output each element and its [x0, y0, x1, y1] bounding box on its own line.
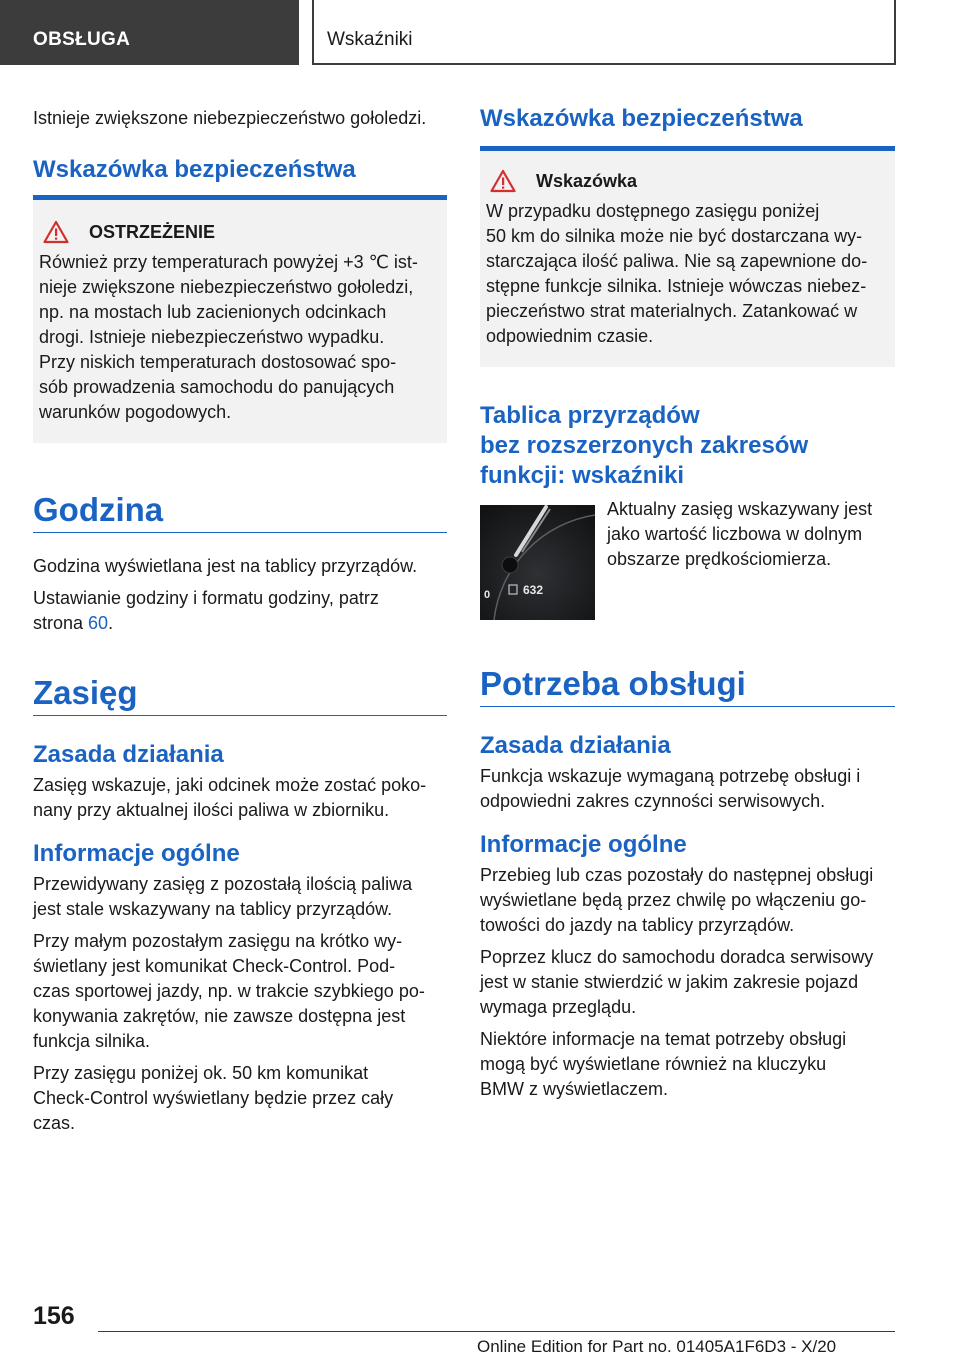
note-box: [480, 151, 895, 367]
note-line: odpowiednim czasie.: [486, 326, 654, 346]
service-general-line: jest w stanie stwierdzić w jakim zakresie pojazd: [480, 972, 859, 992]
range-principle-line: Zasięg wskazuje, jaki odcinek może zostać poko-: [33, 775, 427, 795]
heading-rule: [33, 715, 447, 716]
instrument-range-value: 632: [523, 583, 544, 597]
service-general-line: BMW z wyświetlaczem.: [480, 1079, 669, 1099]
page-ref-end: .: [108, 613, 114, 633]
warning-line: np. na mostach lub zacienionych odcinkach: [39, 302, 387, 322]
warning-line: nieje zwiększone niebezpieczeństwo gołoledzi,: [39, 277, 414, 297]
right-safety-heading: Wskazówka bezpieczeństwa: [480, 105, 803, 132]
range-general-line: Check-Control wyświetlany będzie przez cały: [33, 1088, 394, 1108]
note-title: Wskazówka: [536, 170, 638, 191]
service-general-line: mogą być wyświetlane również na kluczyku: [480, 1054, 827, 1074]
service-general-line: Poprzez klucz do samochodu doradca serwisowy: [480, 947, 874, 967]
speedometer-graphic: [480, 505, 595, 620]
note-line: 50 km do silnika może nie być dostarczana wy-: [486, 226, 863, 246]
warning-line: Również przy temperaturach powyżej +3 ℃ ist-: [39, 252, 418, 272]
service-general-heading: Informacje ogólne: [480, 831, 687, 858]
warning-line: warunków pogodowych.: [39, 402, 232, 422]
instrument-text-line: Aktualny zasięg wskazywany jest: [607, 499, 873, 519]
note-header: [486, 169, 887, 193]
page-number: 156: [33, 1302, 75, 1330]
warning-header: [39, 220, 439, 244]
range-general-line: konywania zakrętów, nie zawsze dostępna jest: [33, 1006, 406, 1026]
page-ref-text: strona: [33, 613, 89, 633]
range-general-line: Przy małym pozostałym zasięgu na krótko wy-: [33, 931, 403, 951]
range-general-line: świetlany jest komunikat Check-Control. Pod-: [33, 956, 396, 976]
safety-section: [33, 155, 447, 443]
range-heading: Zasięg: [33, 674, 138, 711]
service-principle-line: Funkcja wskazuje wymaganą potrzebę obsługi i: [480, 766, 861, 786]
range-general-line: jest stale wskazywany na tablicy przyrządów.: [33, 899, 393, 919]
warning-line: drogi. Istnieje niebezpieczeństwo wypadku.: [39, 327, 385, 347]
instrument-row: [480, 499, 895, 620]
service-general-line: towości do jazdy na tablicy przyrządów.: [480, 915, 795, 935]
instrument-text-line: obszarze prędkościomierza.: [607, 549, 832, 569]
range-section: [33, 673, 447, 1143]
note-line: pieczeństwo strat materialnych. Zatankować w: [486, 301, 858, 321]
safety-heading: Wskazówka bezpieczeństwa: [33, 156, 356, 183]
warning-title: OSTRZEŻENIE: [89, 221, 216, 242]
clock-heading: Godzina: [33, 491, 164, 528]
note-line: W przypadku dostępnego zasięgu poniżej: [486, 201, 820, 221]
clock-settings-line: Ustawianie godziny i formatu godziny, patrz: [33, 588, 379, 608]
range-principle-heading: Zasada działania: [33, 741, 224, 768]
clock-text: Godzina wyświetlana jest na tablicy przyrządów.: [33, 556, 418, 576]
range-general-line: czas.: [33, 1113, 76, 1133]
footer-rule: [98, 1331, 895, 1332]
chapter-title: Wskaźniki: [327, 29, 413, 50]
service-general-line: Przebieg lub czas pozostały do następnej obsługi: [480, 865, 874, 885]
range-principle-line: nany przy aktualnej ilości paliwa w zbiorniku.: [33, 800, 390, 820]
right-safety-section: [480, 104, 895, 367]
clock-section: [33, 490, 447, 643]
instrument-cluster-image: [480, 505, 595, 620]
intro-text: Istnieje zwiększone niebezpieczeństwo gołoledzi.: [33, 108, 427, 128]
service-heading: Potrzeba obsługi: [480, 665, 746, 702]
service-principle-line: odpowiedni zakres czynności serwisowych.: [480, 791, 826, 811]
panel-heading-line: Tablica przyrządów: [480, 402, 700, 429]
section-tab: [0, 0, 299, 65]
range-general-line: Przy zasięgu poniżej ok. 50 km komunikat: [33, 1063, 369, 1083]
panel-section: [480, 401, 895, 620]
instrument-description: [607, 499, 895, 620]
warning-line: sób prowadzenia samochodu do panujących: [39, 377, 395, 397]
warning-line: Przy niskich temperaturach dostosować spo-: [39, 352, 397, 372]
chapter-tab: [312, 0, 896, 65]
range-general-heading: Informacje ogólne: [33, 840, 240, 867]
note-line: stępne funkcje silnika. Istnieje wówczas niebez-: [486, 276, 867, 296]
panel-heading-line: funkcji: wskaźniki: [480, 462, 685, 489]
edition-text: Online Edition for Part no. 01405A1F6D3 - X/20: [477, 1337, 837, 1356]
instrument-zero: 0: [484, 589, 491, 601]
warning-box: [33, 200, 447, 443]
range-general-line: funkcja silnika.: [33, 1031, 151, 1051]
warning-triangle-icon: [43, 220, 69, 244]
range-general-line: Przewidywany zasięg z pozostałą ilością paliwa: [33, 874, 413, 894]
range-general-line: czas sportowej jazdy, np. w trakcie szybkiego po-: [33, 981, 425, 1001]
panel-heading-line: bez rozszerzonych zakresów: [480, 432, 809, 459]
heading-rule: [480, 706, 895, 707]
warning-triangle-icon: [490, 169, 516, 193]
section-title: OBSŁUGA: [33, 29, 131, 50]
service-general-line: wymaga przeglądu.: [480, 997, 637, 1017]
page-link[interactable]: 60: [88, 613, 109, 633]
heading-rule: [33, 532, 447, 533]
service-general-line: wyświetlane będą przez chwilę po włączeniu go-: [480, 890, 867, 910]
clock-settings-ref: [33, 611, 447, 636]
service-section: [480, 664, 895, 1109]
service-general-line: Niektóre informacje na temat potrzeby obsługi: [480, 1029, 847, 1049]
service-principle-heading: Zasada działania: [480, 732, 671, 759]
instrument-text-line: jako wartość liczbowa w dolnym: [607, 524, 863, 544]
note-line: starczająca ilość paliwa. Nie są zapewnione do-: [486, 251, 868, 271]
